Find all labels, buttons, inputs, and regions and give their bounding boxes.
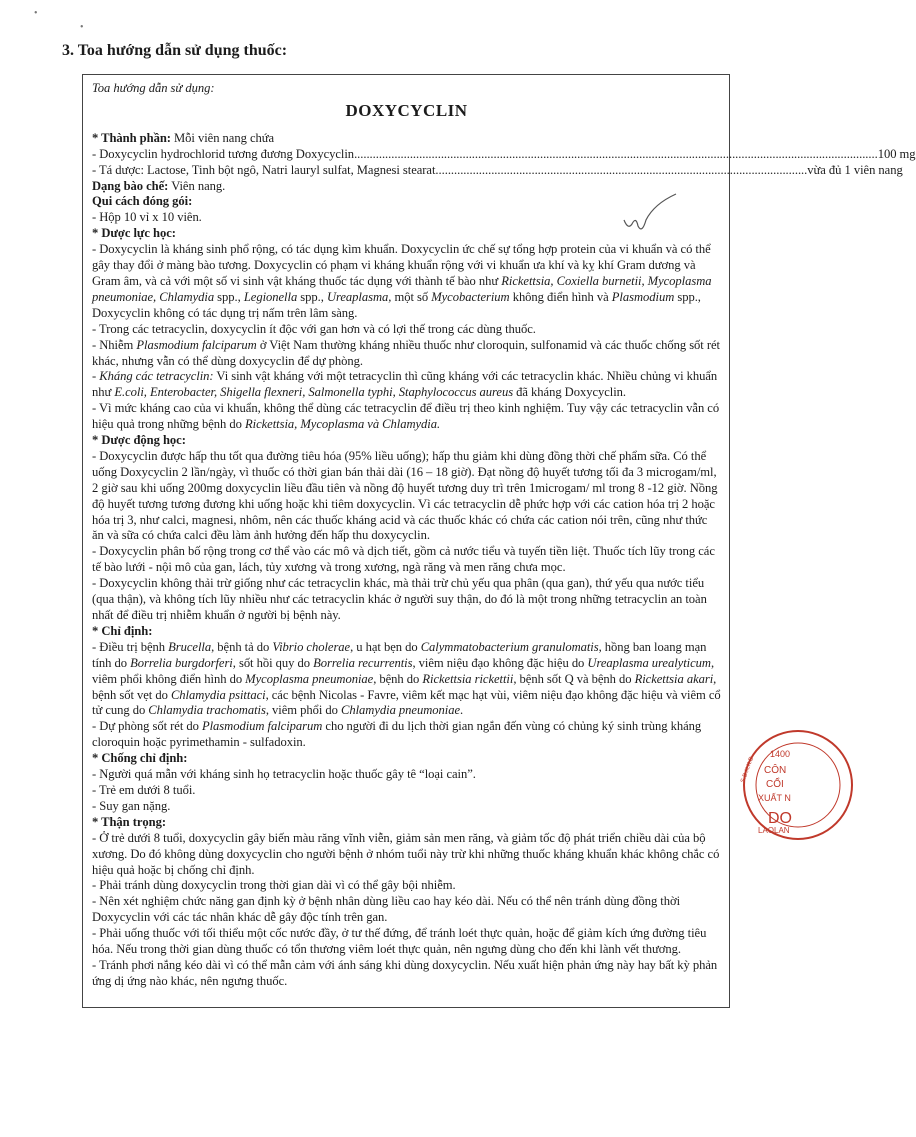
composition-intro: Mỗi viên nang chứa: [170, 130, 275, 145]
species-name: Rickettsia, Coxiella burnetii, Mycoplasma pneumoniae, Chlamydia: [92, 273, 712, 304]
stamp-text: DO: [768, 810, 792, 827]
text-run: - Doxycyclin là kháng sinh phổ rộng, có tác dụng kìm khuẩn. Doxycyclin ức chế sự tổng hợp protein của vi khuẩn và có thể gây thay đổi ở màng bào tương. Doxycyclin có phạm vi kháng khuẩn rộng với vi khuẩn ưa khí và kỵ khí Gram dương và Gram âm, và cả với một số vi sinh vật kháng thuốc tác dụng với thành tế bào như: [92, 242, 711, 288]
text-run: , bệnh tả do: [211, 639, 273, 654]
precaution-item: - Ở trẻ dưới 8 tuổi, doxycyclin gây biến màu răng vĩnh viễn, giảm sản men răng, và giảm tốc độ phát triển chiều dài của bộ xương. Do đó không dùng doxycyclin cho người bệnh ở nhóm tuổi này trừ khi những thuốc kháng khuẩn khác không chắc có hiệu quả hoặc bị chống chỉ định.: [92, 830, 720, 877]
text-run: , bệnh do: [373, 671, 423, 686]
text-run: - Dự phòng sốt rét do: [92, 719, 202, 734]
composition-heading: * Thành phần:: [92, 130, 171, 145]
indications-para: [92, 640, 721, 720]
section-title: 3. Toa hướng dẫn sử dụng thuốc:: [62, 42, 288, 59]
pharmacodynamics-para: [92, 401, 721, 433]
species-name: Plasmodium falciparum: [201, 719, 323, 734]
composition-line: [92, 131, 721, 147]
stamp-ring-text: LAOLAN: [758, 826, 790, 835]
species-name: Chlamydia pneumoniae: [341, 703, 460, 718]
text-run: spp.,: [297, 289, 327, 304]
subheading: - Kháng các tetracyclin:: [92, 369, 214, 384]
company-stamp: [728, 725, 808, 845]
contraindications-heading: [92, 751, 721, 767]
active-ingredient-row: [92, 146, 916, 163]
text-run: spp.,: [214, 289, 244, 304]
indications-heading-text: * Chỉ định:: [92, 623, 153, 638]
text-run: , u hạt bẹn do: [350, 639, 421, 654]
pharmacodynamics-para: [92, 338, 721, 370]
excipients-value: vừa đủ 1 viên nang: [807, 162, 903, 177]
species-name: Legionella: [243, 289, 298, 304]
margin-dot: •: [34, 8, 38, 19]
precaution-item: - Tránh phơi nắng kéo dài vì có thể mẫn cảm với ánh sáng khi dùng doxycyclin. Nếu xuất hiện phản ứng này hay bất kỳ phản ứng dị ứng nào khác, nên ngưng thuốc.: [92, 957, 718, 988]
excipients-label: - Tá dược: Lactose, Tinh bột ngô, Natri lauryl sulfat, Magnesi stearat: [92, 162, 436, 177]
precaution-item: - Phải uống thuốc với tối thiểu một cốc nước đầy, ở tư thế đứng, để tránh loét thực quản, hoặc để giảm kích ứng đường tiêu hóa. Nếu trong thời gian dùng thuốc có tổn thương viêm loét thực quản, nên ngưng dùng cho đến khi lành vết thương.: [92, 926, 707, 957]
text-run: ở Việt Nam thường kháng nhiều thuốc như cloroquin, sulfonamid và các thuốc chống sốt rét khác, nhưng vẫn có thể dùng doxycyclin để dự phòng.: [92, 337, 720, 368]
text-run: cho người đi du lịch thời gian ngắn đến vùng có chủng ký sinh trùng kháng cloroquin hoặc pyrimethamin - sulfadoxin.: [92, 719, 702, 750]
text-run: , viêm phổi do: [265, 703, 342, 718]
precautions-heading-text: * Thận trọng:: [92, 814, 166, 829]
indications-para: [92, 719, 721, 751]
leader-dots: .........................................................................................................................................................................: [354, 146, 878, 161]
dosage-form-value: Viên nang.: [168, 178, 226, 193]
species-name: Brucella: [168, 639, 212, 654]
text-run: , các bệnh Nicolas - Favre, viêm kết mạc hạt vùi, viêm niệu đạo không đặc hiệu và viêm cổ tử cung do: [92, 687, 721, 718]
pharmacokinetics-para: - Doxycyclin phân bố rộng trong cơ thể vào các mô và dịch tiết, gồm cả nước tiểu và tuyến tiền liệt. Thuốc tích lũy trong các tế bào lưới - nội mô của gan, lách, tủy xương và trong xương, ngà răng và men răng chưa mọc.: [92, 544, 715, 575]
handwritten-checkmark: [620, 190, 680, 240]
indications-heading: [92, 624, 721, 640]
leader-dots: ........................................................................................................................: [435, 162, 808, 177]
species-name: Vibrio cholerae: [272, 639, 351, 654]
drug-name: DOXYCYCLIN: [345, 100, 468, 120]
guide-label: Toa hướng dẫn sử dụng:: [92, 81, 215, 95]
contraindication-item: - Suy gan nặng.: [92, 798, 171, 813]
text-run: không điển hình và: [509, 289, 612, 304]
stamp-ring-text: 1400: [770, 749, 791, 759]
pharmacokinetics-para: - Doxycyclin không thải trừ giống như các tetracyclin khác, mà thải trừ chủ yếu qua phân (qua gan), thứ yếu qua nước tiểu (qua thận), và không tích lũy nhiều như các tetracyclin khác ở người suy thận, do đó là một trong những tetracyclin an toàn nhất để điều trị nhiễm khuẩn ở người bị bệnh này.: [92, 576, 707, 622]
stamp-text: XUẤT N: [758, 793, 791, 803]
species-name: Ureaplasma,: [326, 289, 392, 304]
species-name: Chlamydia psittaci: [170, 687, 266, 702]
text-run: một số: [391, 289, 432, 304]
precautions-heading: [92, 815, 721, 831]
species-name: E.coli, Enterobacter, Shigella flexneri, Salmonella typhi, Staphylococcus aureus: [114, 385, 514, 400]
species-name: Chlamydia trachomatis: [148, 703, 266, 718]
text-run: , bệnh sốt vẹt do: [92, 671, 717, 702]
species-name: Mycobacterium: [431, 289, 510, 304]
text-run: đã kháng Doxycyclin.: [513, 385, 627, 400]
pharmacokinetics-heading-text: * Dược động học:: [92, 433, 186, 448]
active-ingredient-label: - Doxycyclin hydrochlorid tương đương Doxycyclin: [92, 146, 355, 161]
species-name: Rickettsia akari: [634, 671, 714, 686]
packaging-value: - Hộp 10 vỉ x 10 viên.: [92, 210, 202, 225]
contraindication-item: - Người quá mẫn với kháng sinh họ tetracyclin hoặc thuốc gây tê “loại cain”.: [92, 767, 476, 782]
pharmacodynamics-para: [92, 369, 721, 401]
pharmacodynamics-para: - Trong các tetracyclin, doxycyclin ít độc với gan hơn và có lợi thế trong các dùng thuốc.: [92, 321, 536, 336]
text-run: - Vì mức kháng cao của vi khuẩn, không thể dùng các tetracyclin để điều trị theo kinh nghiệm. Tuy vậy các tetracyclin vẫn có hiệu quả trong những bệnh do: [92, 401, 720, 432]
text-run: , viêm niệu đạo không đặc hiệu do: [412, 655, 588, 670]
species-name: Borrelia burgdorferi: [130, 655, 233, 670]
precaution-item: - Nên xét nghiệm chức năng gan định kỳ ở bệnh nhân dùng liều cao hay kéo dài. Nếu có thể nên tránh dùng đồng thời Doxycyclin với các tác nhân khác dễ gây độc tính trên gan.: [92, 894, 681, 925]
species-name: Ureaplasma urealyticum: [587, 655, 711, 670]
contraindication-item: - Trẻ em dưới 8 tuổi.: [92, 782, 196, 797]
text-run: , viêm phổi không điển hình do: [92, 655, 715, 686]
species-name: Rickettsia rickettii: [422, 671, 514, 686]
stamp-text: CỔI: [766, 779, 784, 790]
pharmacodynamics-para: [92, 242, 721, 322]
text-run: Vi sinh vật kháng với một tetracyclin thì cũng kháng với các tetracyclin khác. Nhiều chủng vi khuẩn như: [92, 369, 718, 400]
stamp-ring-text: S.Đ.K.K.D: [740, 755, 756, 784]
packaging-heading-text: Qui cách đóng gói:: [92, 194, 193, 209]
excipients-row: [92, 162, 903, 179]
dosage-form-heading: Dạng bào chế:: [92, 178, 169, 193]
text-run: , bệnh sốt Q và bệnh do: [513, 671, 635, 686]
species-name: Plasmodium: [611, 289, 675, 304]
pharmacokinetics-para: - Doxycyclin được hấp thu tốt qua đường tiêu hóa (95% liều uống); hấp thu giảm khi dùng đồng thời chế phẩm sữa. Có thể uống Doxycyclin 2 lần/ngày, vì thuốc có thời gian bán thải dài (16 – 18 giờ). Đạt nồng độ huyết tương tối đa 3 microgam/ml, 2 giờ sau khi uống 200mg doxycyclin liều đầu tiên và nồng độ huyết tương duy trì trên 1microgam/ ml trong 8 -12 giờ. Nồng độ huyết tương tương đương khi uống hoặc khi tiêm doxycyclin. Vì các tetracyclin dễ phức hợp với các cation hóa trị 2 hoặc hóa trị 3, như calci, magnesi, nhôm, nên các thuốc kháng acid và các thuốc khác có chứa các cation nói trên, cũng như thức ăn và sữa có chứa calci đều làm ảnh hưởng đến hấp thu doxycyclin.: [92, 448, 718, 543]
precaution-item: - Phải tránh dùng doxycyclin trong thời gian dài vì có thể gây bội nhiễm.: [92, 878, 456, 893]
contraindications-heading-text: * Chống chỉ định:: [92, 751, 188, 766]
species-name: Borrelia recurrentis: [313, 655, 413, 670]
pharmacodynamics-heading-text: * Dược lực học:: [92, 226, 176, 241]
text-run: - Điều trị bệnh: [92, 639, 169, 654]
species-name: Plasmodium falciparum: [136, 337, 257, 352]
text-run: , hồng ban loang mạn tính do: [92, 639, 707, 670]
species-name: Rickettsia, Mycoplasma và Chlamydia.: [244, 417, 441, 432]
pharmacokinetics-heading: [92, 433, 721, 449]
text-run: .: [460, 703, 464, 718]
stamp-text: CÔN: [764, 765, 787, 776]
text-run: spp., Doxycyclin không có tác dụng trị nấm trên lâm sàng.: [92, 289, 701, 320]
margin-dot: •: [80, 22, 84, 33]
species-name: Mycoplasma pneumoniae: [245, 671, 374, 686]
text-run: - Nhiễm: [92, 337, 137, 352]
text-run: , sốt hồi quy do: [232, 655, 314, 670]
species-name: Calymmatobacterium granulomatis: [420, 639, 599, 654]
active-ingredient-value: 100 mg: [877, 146, 916, 161]
